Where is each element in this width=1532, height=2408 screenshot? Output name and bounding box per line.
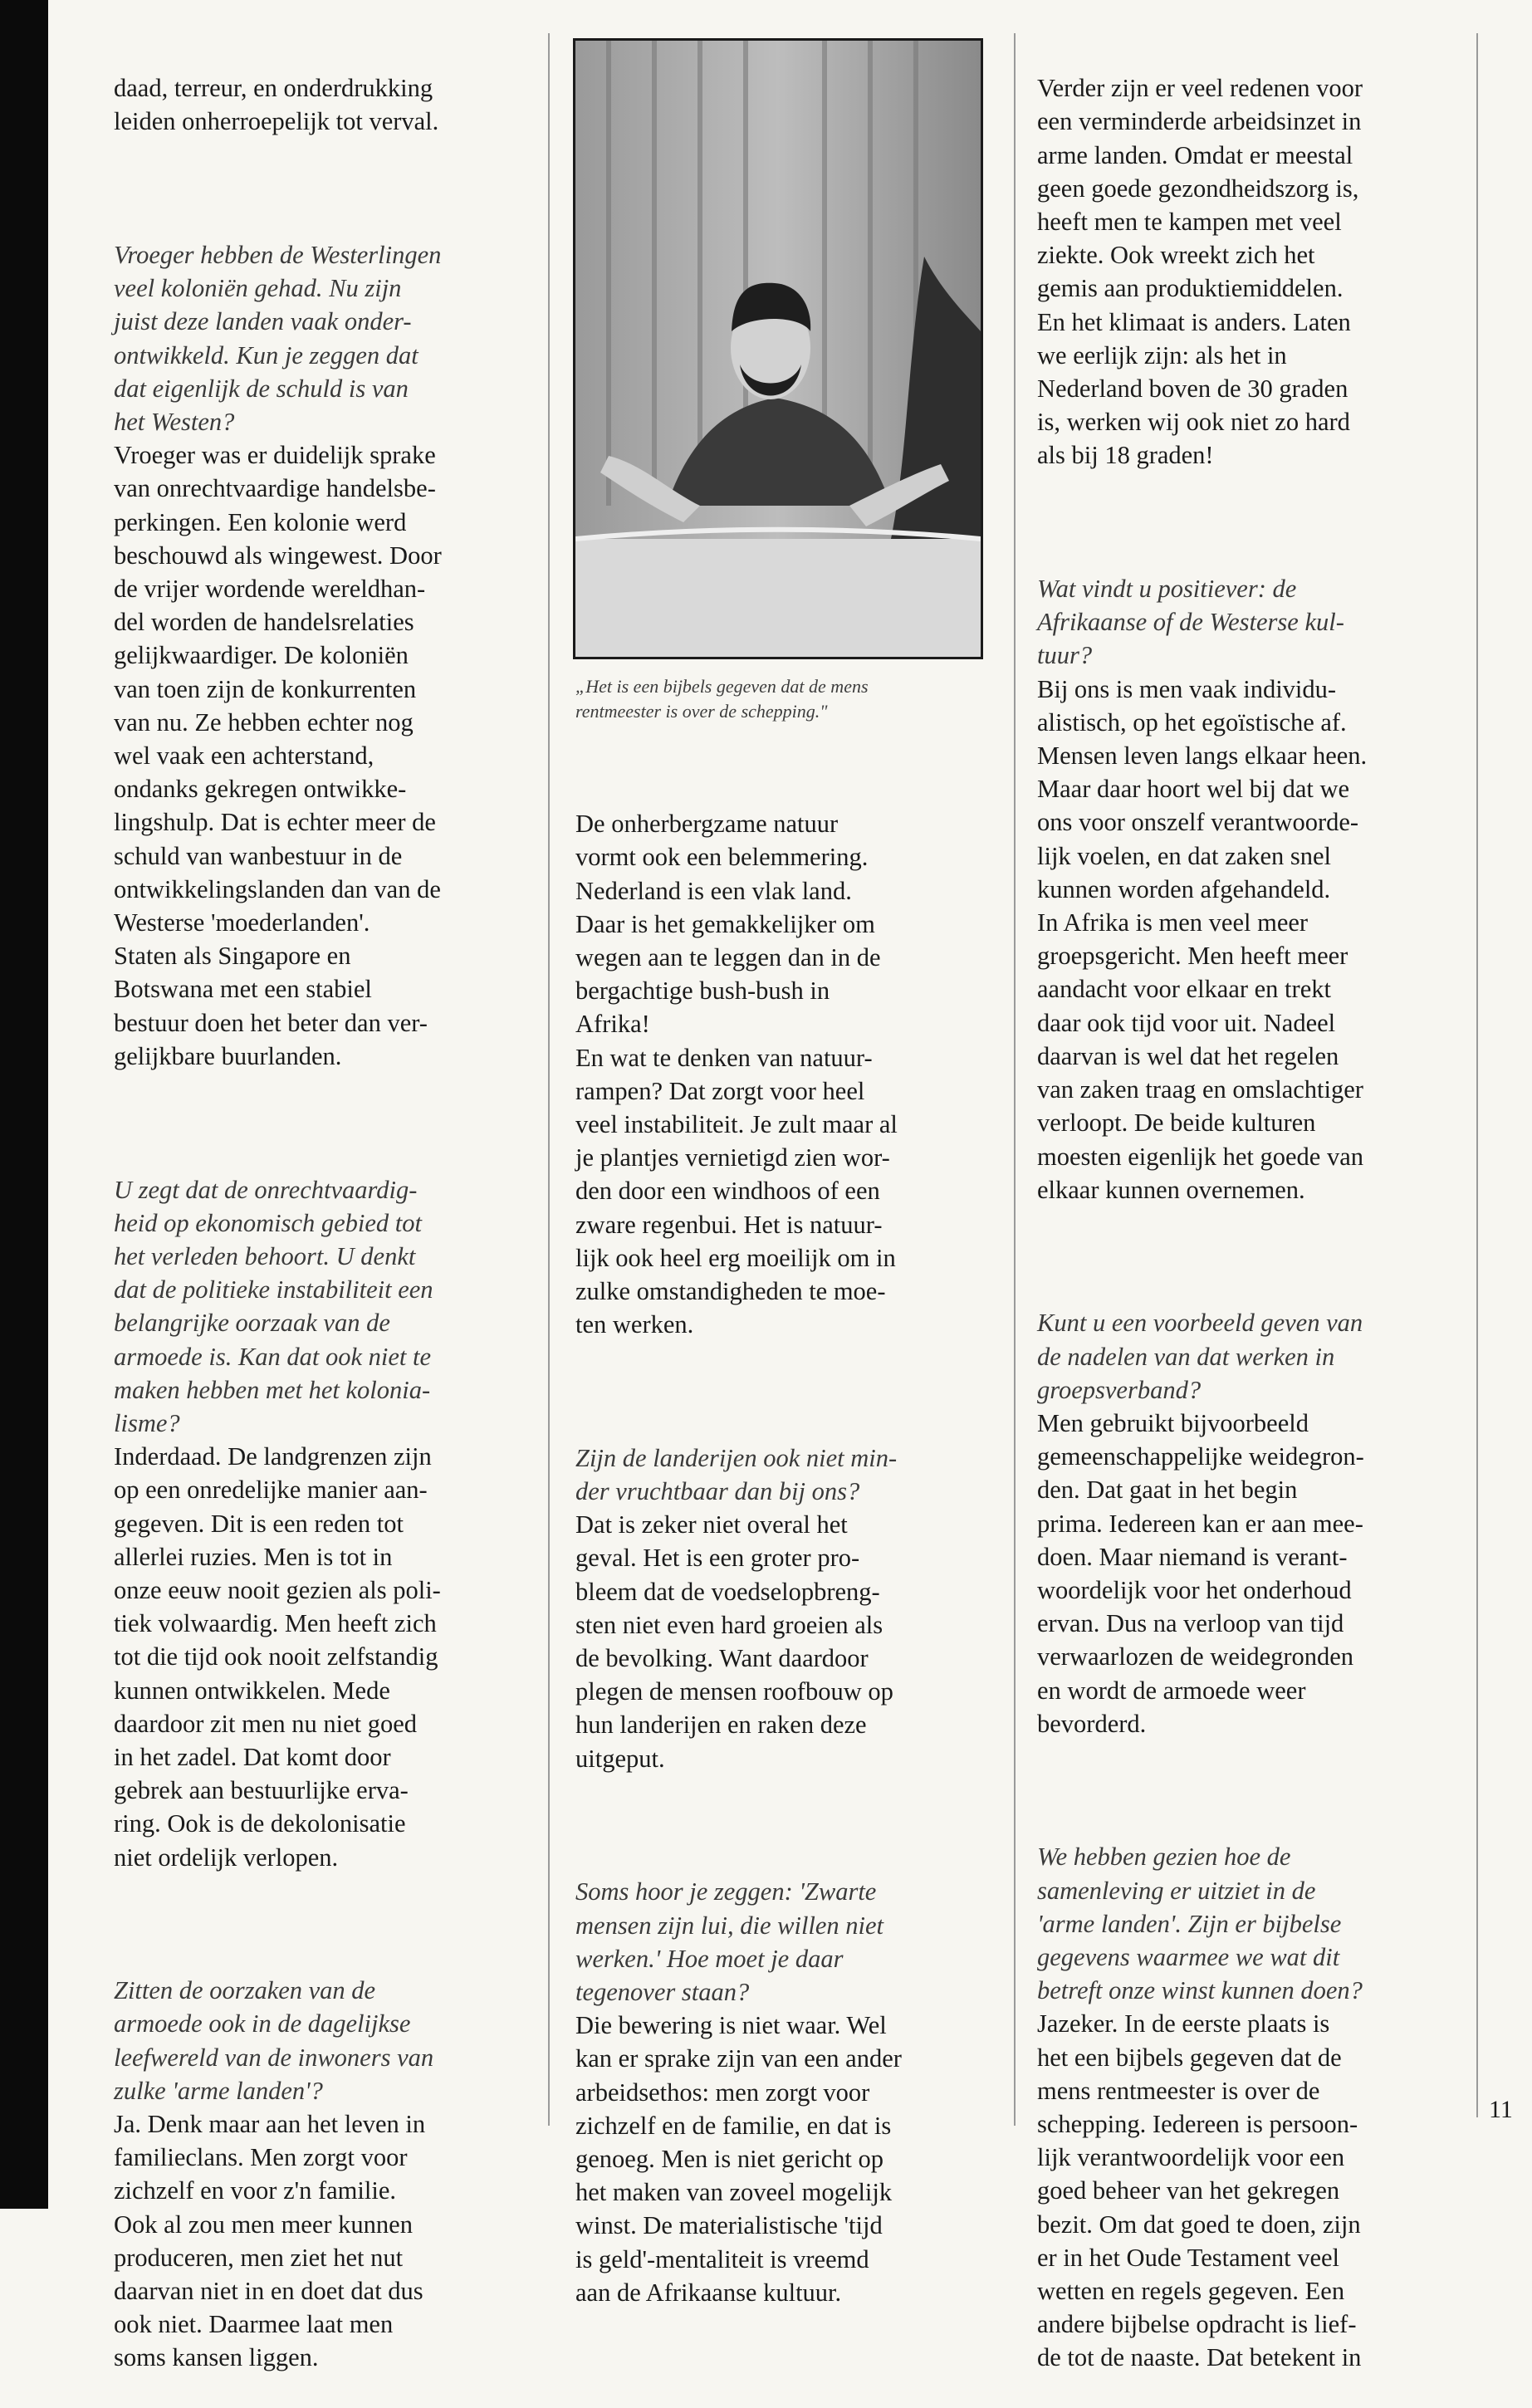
interview-question: U zegt dat de onrechtvaardig- heid op ekonomisch gebied tot het verleden behoort. U denkt dat de politieke instabiliteit een belangrijke oorzaak van de armoede is. Kan dat ook niet te maken hebben met het kolonia- lisme? (114, 1175, 433, 1437)
paragraph: Verder zijn er veel redenen voor een verminderde arbeidsinzet in arme landen. Omdat er meestal geen goede gezondheidszorg is, heeft men te kampen met veel ziekte. Ook wreekt zich het gemis aan produktiemiddelen. En het klimaat is anders. Laten we eerlijk zijn: als het in Nederland boven de 30 graden is, werken wij ook niet zo hard als bij 18 graden! (1037, 74, 1363, 470)
column-divider (1014, 33, 1016, 2126)
interview-question: Zijn de landerijen ook niet min- der vruchtbaar dan bij ons? (575, 1443, 898, 1506)
column-divider (1476, 33, 1478, 2117)
qa-block (114, 1941, 533, 2375)
qa-block (575, 1408, 999, 1775)
interview-question: Zitten de oorzaken van de armoede ook in de dagelijkse leefwereld van de inwoners van zulke 'arme landen'? (114, 1976, 434, 2105)
interview-photo (573, 38, 983, 659)
qa-block (1037, 1273, 1461, 1740)
column-right (1037, 38, 1461, 2408)
qa-block (575, 1842, 999, 2309)
interview-answer: Jazeker. In de eerste plaats is het een bijbels gegeven dat de mens rentmeester is over de schepping. Iedereen is persoon- lijk verantwoordelijk voor een goed beheer van het gekregen bezit. Om dat goed te doen, zijn er in het Oude Testament veel wetten en regels gegeven. Een andere bijbelse opdracht is lief- de tot de naaste. Dat betekent in (1037, 2009, 1362, 2372)
page-number: 11 (1489, 2096, 1513, 2123)
column-middle (575, 774, 999, 2342)
interview-answer: Vroeger was er duidelijk sprake van onrechtvaardige handelsbe- perkingen. Een kolonie werd beschouwd als wingewest. Door de vrijer wordende wereldhan- del worden de handelsrelaties gelijkwaardiger. De koloniën van toen zijn de konkurrenten van nu. Ze hebben echter nog wel vaak een achterstand, ondanks gekregen ontwikke- lingshulp. Dat is echter meer de schuld van wanbestuur in de ontwikkelingslanden dan van de Westerse 'moederlanden'. Staten als Singapore en Botswana met een stabiel bestuur doen het beter dan ver- gelijkbare buurlanden. (114, 441, 442, 1070)
interview-answer: Inderdaad. De landgrenzen zijn op een onredelijke manier aan- gegeven. Dit is een reden tot allerlei ruzies. Men is tot in onze eeuw nooit gezien als poli- tiek volwaardig. Men heeft zich tot die tijd ook nooit zelfstandig kunnen ontwikkelen. Mede daardoor zit men nu niet goed in het zadel. Dat komt door gebrek aan bestuurlijke erva- ring. Ook is de dekolonisatie niet ordelijk verlopen. (114, 1442, 441, 1872)
paragraph: De onherbergzame natuur vormt ook een belemmering. Nederland is een vlak land. Daar is het gemakkelijker om wegen aan te leggen dan in de bergachtige bush-bush in Afrika! En wat te denken van natuur- rampen? Dat zorgt voor heel veel instabiliteit. Je zult maar al je plantjes vernietigd zien wor- den door een windhoos of een zware regenbui. Het is natuur- lijk ook heel erg moeilijk om in zulke omstandigheden te moe- ten werken. (575, 810, 898, 1339)
interview-answer: Bij ons is men vaak individu- alistisch, op het egoïstische af. Mensen leven langs elkaar heen. Maar daar hoort wel bij dat we ons voor onszelf verantwoorde- lijk voelen, en dat zaken snel kunnen worden afgehandeld. In Afrika is men veel meer groepsgericht. Men heeft meer aandacht voor elkaar en trekt daar ook tijd voor uit. Nadeel daarvan is wel dat het regelen van zaken traag en omslachtiger verloopt. De beide kulturen moesten eigenlijk het goede van elkaar kunnen overnemen. (1037, 674, 1368, 1204)
paragraph: daad, terreur, en onderdrukking leiden onherroepelijk tot verval. (114, 74, 439, 136)
interview-answer: Dat is zeker niet overal het geval. Het is een groter pro- bleem dat de voedselopbreng- sten niet even hard groeien als de bevolking. Want daardoor plegen de mensen roofbouw op hun landerijen en raken deze uitgeput. (575, 1510, 893, 1773)
interview-answer: Die bewering is niet waar. Wel kan er sprake zijn van een ander arbeidsethos: men zorgt voor zichzelf en de familie, en dat is genoeg. Men is niet gericht op het maken van zoveel mogelijk winst. De materialistische 'tijd is geld'-mentaliteit is vreemd aan de Afrikaanse kultuur. (575, 2011, 902, 2307)
interview-answer: Men gebruikt bijvoorbeeld gemeenschappelijke weidegron- den. Dat gaat in het begin prima. Iedereen kan er aan mee- doen. Maar niemand is verant- woordelijk voor het onderhoud ervan. Dus na verloop van tijd verwaarlozen de weidegronden en wordt de armoede weer bevorderd. (1037, 1408, 1364, 1738)
interview-question: Wat vindt u positiever: de Afrikaanse of de Westerse kul- tuur? (1037, 575, 1344, 670)
qa-block (114, 205, 533, 1073)
column-left (114, 38, 533, 2408)
photo-caption: „Het is een bijbels gegeven dat de mens rentmeester is over de schepping." (575, 676, 869, 722)
interview-question: Vroeger hebben de Westerlingen veel koloniën gehad. Nu zijn juist deze landen vaak onder- ontwikkeld. Kun je zeggen dat dat eigenlijk de schuld is van het Westen? (114, 241, 442, 437)
qa-block (114, 1139, 533, 1873)
interview-photo-illustration (575, 41, 981, 657)
interview-answer: Ja. Denk maar aan het leven in familieclans. Men zorgt voor zichzelf en voor z'n familie. Ook al zou men meer kunnen produceren, men ziet het nut daarvan niet in en doet dat dus ook niet. Daarmee laat men soms kansen liggen. (114, 2109, 426, 2372)
column-divider (548, 33, 550, 2126)
interview-question: Soms hoor je zeggen: 'Zwarte mensen zijn lui, die willen niet werken.' Hoe moet je daar tegenover staan? (575, 1877, 884, 2006)
qa-block (1037, 1807, 1461, 2374)
interview-question: Kunt u een voorbeeld geven van de nadelen van dat werken in groepsverband? (1037, 1309, 1363, 1404)
binding-edge (0, 0, 48, 2209)
qa-block (1037, 539, 1461, 1206)
interview-question: We hebben gezien hoe de samenleving er uitziet in de 'arme landen'. Zijn er bijbelse gegevens waarmee we wat dit betreft onze winst kunnen doen? (1037, 1843, 1363, 2005)
